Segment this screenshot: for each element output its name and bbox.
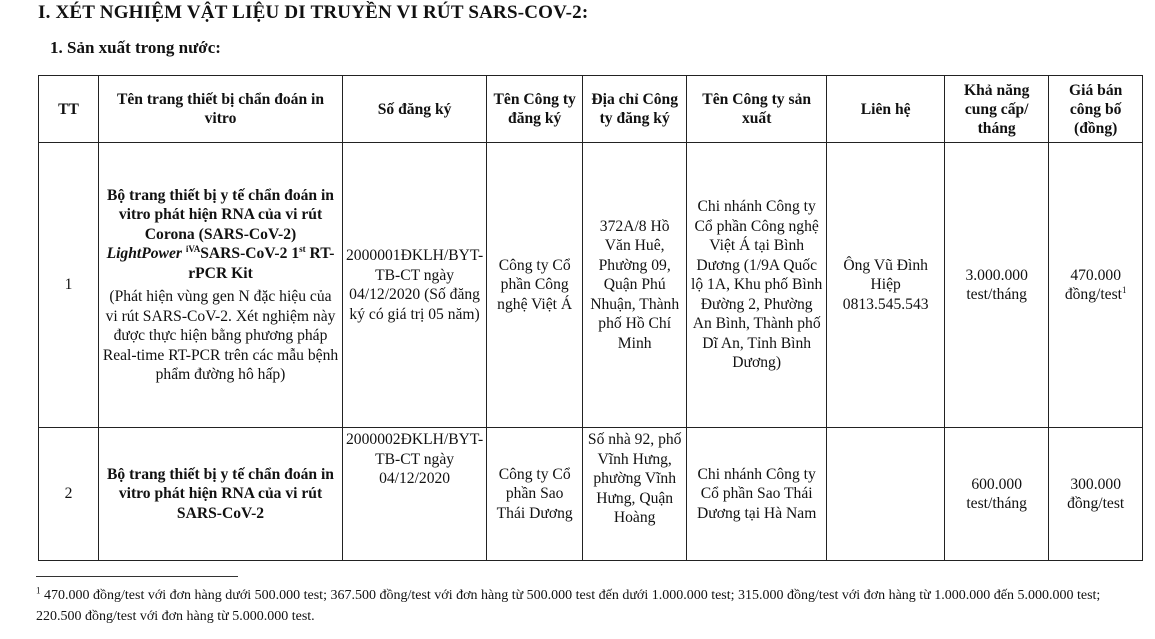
company-name: Công ty Cổ phần Sao Thái Dương xyxy=(487,428,583,561)
section-heading: I. XÉT NGHIỆM VẬT LIỆU DI TRUYỀN VI RÚT SARS-COV-2: xyxy=(38,2,589,23)
header-tt: TT xyxy=(39,76,99,143)
footnote-divider xyxy=(36,576,238,577)
header-company: Tên Công ty đăng ký xyxy=(487,76,583,143)
header-price: Giá bán công bố (đồng) xyxy=(1049,76,1143,143)
device-name: Bộ trang thiết bị y tế chẩn đoán in vitro phát hiện RNA của vi rút SARS-CoV-2 xyxy=(99,428,343,561)
header-contact: Liên hệ xyxy=(827,76,945,143)
header-row xyxy=(39,76,1143,143)
test-kit-table xyxy=(38,75,1143,561)
footnote-mark: 1 xyxy=(36,585,41,596)
price: 300.000 đồng/test xyxy=(1049,428,1143,561)
contact-phone: 0813.545.543 xyxy=(842,295,929,313)
subsection-heading: 1. Sản xuất trong nước: xyxy=(50,38,221,57)
header-device: Tên trang thiết bị chẩn đoán in vitro xyxy=(99,76,343,143)
contact-name: Ông Vũ Đình Hiệp xyxy=(843,256,928,294)
table-row xyxy=(39,143,1143,428)
header-manufacturer: Tên Công ty sản xuất xyxy=(687,76,827,143)
contact-cell xyxy=(827,428,945,561)
manufacturer-name: Chi nhánh Công ty Cổ phần Công nghệ Việt Á tại Bình Dương (1/9A Quốc lộ 1A, Khu phố Bình Đường 2, Phường An Bình, Thành phố Dĩ An, Tỉnh Bình Dương) xyxy=(687,143,827,428)
table-row xyxy=(39,428,1143,561)
contact-cell xyxy=(827,143,945,428)
product-name: LightPower $^{iVA}$SARS-CoV-2 1st RT-rPCR Kit xyxy=(106,243,335,282)
price: 470.000 đồng/test$^1$ xyxy=(1049,143,1143,428)
header-capacity: Khả năng cung cấp/ tháng xyxy=(945,76,1049,143)
capacity: 3.000.000 test/tháng xyxy=(945,143,1049,428)
manufacturer-name: Chi nhánh Công ty Cổ phần Sao Thái Dương tại Hà Nam xyxy=(687,428,827,561)
row-number: 1 xyxy=(39,143,99,428)
header-reg: Số đăng ký xyxy=(343,76,487,143)
registration-number: 2000001ĐKLH/BYT-TB-CT ngày 04/12/2020 (Số đăng ký có giá trị 05 năm) xyxy=(343,143,487,428)
company-address: 372A/8 Hồ Văn Huê, Phường 09, Quận Phú Nhuận, Thành phố Hồ Chí Minh xyxy=(583,143,687,428)
registration-number: 2000002ĐKLH/BYT-TB-CT ngày 04/12/2020 xyxy=(343,428,487,561)
company-name: Công ty Cổ phần Công nghệ Việt Á xyxy=(487,143,583,428)
capacity: 600.000 test/tháng xyxy=(945,428,1049,561)
device-cell xyxy=(99,143,343,428)
footnote xyxy=(36,585,1126,627)
row-number: 2 xyxy=(39,428,99,561)
header-address: Địa chỉ Công ty đăng ký xyxy=(583,76,687,143)
device-name: Bộ trang thiết bị y tế chẩn đoán in vitro phát hiện RNA của vi rút Corona (SARS-CoV-2) xyxy=(106,186,334,243)
footnote-ref: 1 xyxy=(1122,284,1127,295)
footnote-text: 470.000 đồng/test với đơn hàng dưới 500.000 test; 367.500 đồng/test với đơn hàng từ 500.000 test đến dưới 1.000.000 test; 315.000 đồng/test với đơn hàng từ 1.000.000 đến 5.000.000 test; 220.500 đồng/test với đơn hàng từ 5.000.000 test. xyxy=(36,588,1101,624)
company-address: Số nhà 92, phố Vĩnh Hưng, phường Vĩnh Hưng, Quận Hoàng xyxy=(583,428,687,561)
device-description: (Phát hiện vùng gen N đặc hiệu của vi rút SARS-CoV-2. Xét nghiệm này được thực hiện bằng phương pháp Real-time RT-PCR trên các mẫu bệnh phẩm đường hô hấp) xyxy=(102,288,339,383)
